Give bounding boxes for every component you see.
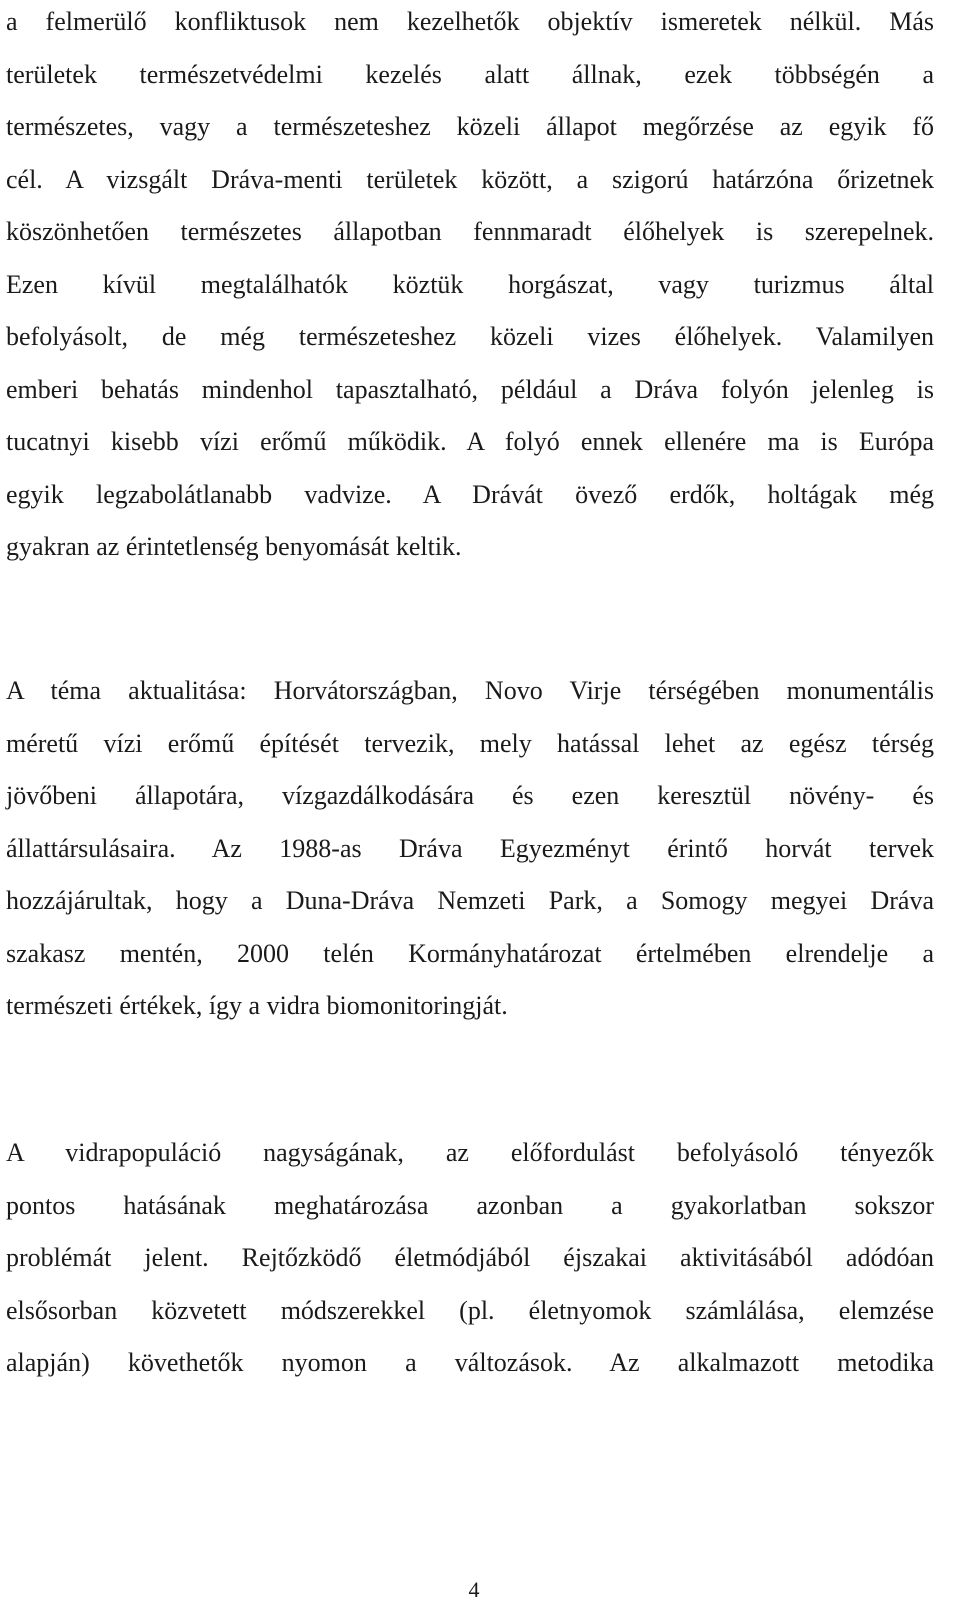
paragraph-topic-relevance <box>6 665 934 1033</box>
text-line: gyakran az érintetlenség benyomását keltik. <box>6 532 462 561</box>
page-number: 4 <box>468 1577 480 1602</box>
text-line: köszönhetően természetes állapotban fennmaradt élőhelyek is szerepelnek. <box>6 217 934 246</box>
text-line: területek természetvédelmi kezelés alatt állnak, ezek többségén a <box>6 59 934 89</box>
text-line: elsősorban közvetett módszerekkel (pl. életnyomok számlálása, elemzése <box>6 1295 934 1325</box>
text-line: pontos hatásának meghatározása azonban a gyakorlatban sokszor <box>6 1190 934 1220</box>
text-line: a felmerülő konfliktusok nem kezelhetők objektív ismeretek nélkül. Más <box>6 7 934 36</box>
text-line: A vidrapopuláció nagyságának, az előfordulást befolyásoló tényezők <box>6 1138 934 1167</box>
text-line: alapján) követhetők nyomon a változások. Az alkalmazott metodika <box>6 1348 934 1377</box>
text-line: szakasz mentén, 2000 telén Kormányhatározat értelmében elrendelje a <box>6 938 934 968</box>
text-line: befolyásolt, de még természeteshez közeli vizes élőhelyek. Valamilyen <box>6 322 934 351</box>
text-line: Ezen kívül megtalálhatók köztük horgászat, vagy turizmus által <box>6 269 934 299</box>
paragraph-conflicts <box>6 0 934 574</box>
text-line: hozzájárultak, hogy a Duna-Dráva Nemzeti Park, a Somogy megyei Dráva <box>6 886 934 915</box>
text-line: problémát jelent. Rejtőzködő életmódjából éjszakai aktivitásából adódóan <box>6 1243 934 1272</box>
text-line: cél. A vizsgált Dráva-menti területek között, a szigorú határzóna őrizetnek <box>6 164 934 194</box>
text-line: A téma aktualitása: Horvátországban, Novo Virje térségében monumentális <box>6 676 934 705</box>
text-line: tucatnyi kisebb vízi erőmű működik. A folyó ennek ellenére ma is Európa <box>6 427 934 456</box>
text-line: természeti értékek, így a vidra biomonitoringját. <box>6 991 508 1020</box>
text-line: emberi behatás mindenhol tapasztalható, például a Dráva folyón jelenleg is <box>6 374 934 404</box>
text-line: egyik legzabolátlanabb vadvize. A Drávát övező erdők, holtágak még <box>6 479 934 509</box>
text-line: méretű vízi erőmű építését tervezik, mely hatással lehet az egész térség <box>6 728 934 758</box>
text-line: jövőbeni állapotára, vízgazdálkodására és ezen keresztül növény- és <box>6 781 934 810</box>
paragraph-otter-population <box>6 1127 934 1390</box>
text-line: természetes, vagy a természeteshez közeli állapot megőrzése az egyik fő <box>6 112 934 141</box>
text-line: állattársulásaira. Az 1988-as Dráva Egyezményt érintő horvát tervek <box>6 833 934 863</box>
